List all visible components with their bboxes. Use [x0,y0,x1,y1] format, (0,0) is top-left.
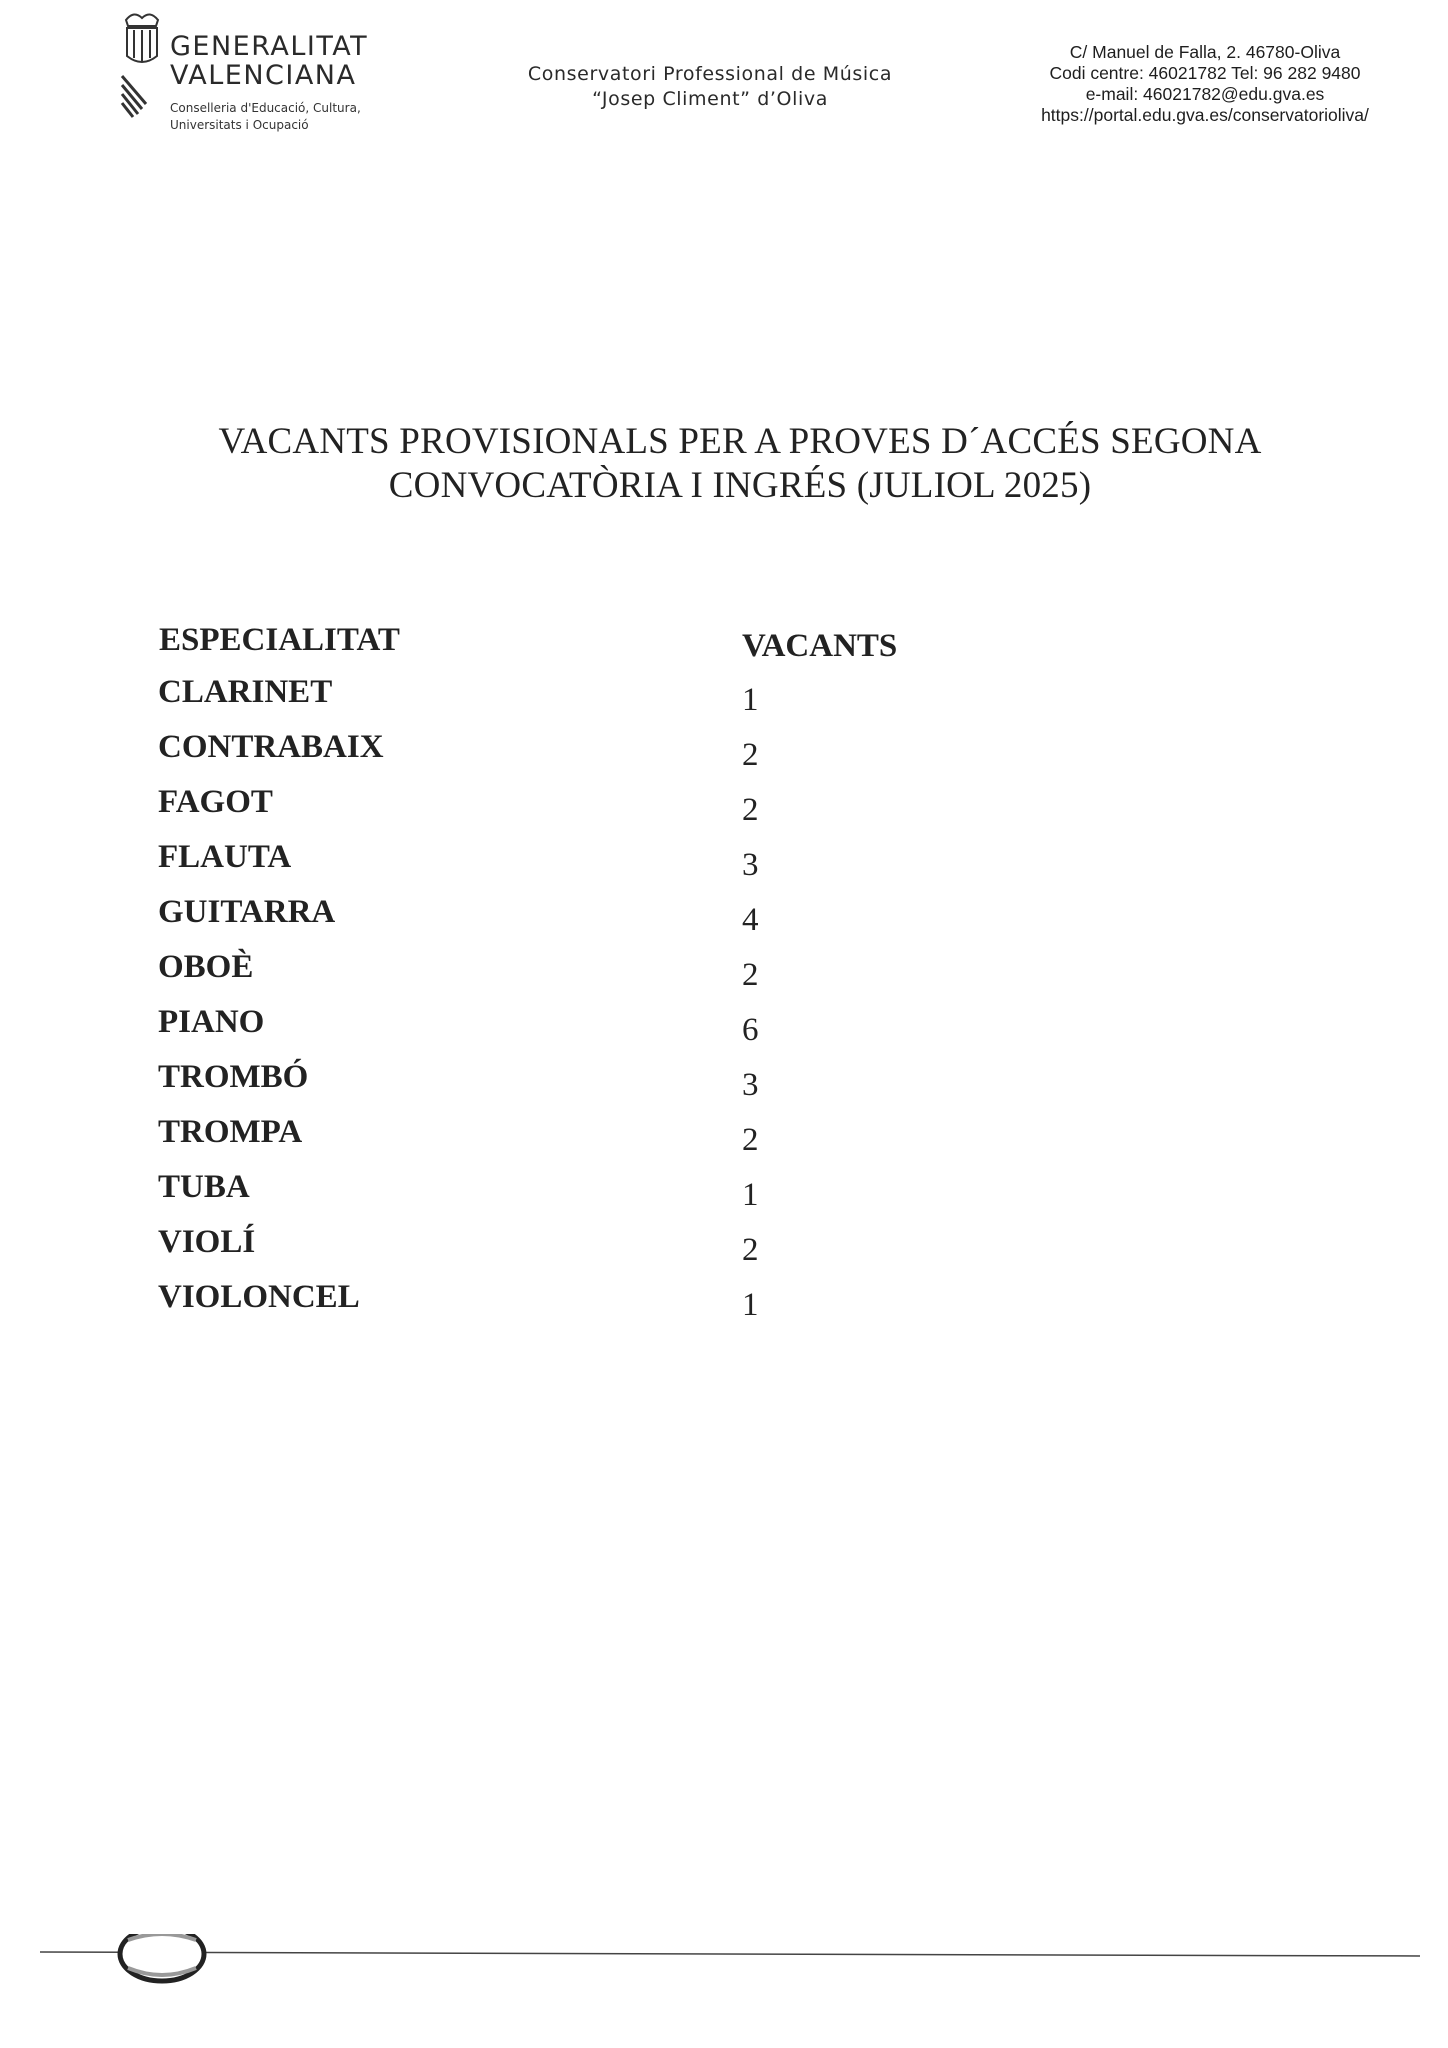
coat-of-arms-icon [118,6,168,126]
vacancy-count: 1 [742,1287,759,1323]
specialty-name: CONTRABAIX [158,729,384,765]
generalitat-logo [118,6,418,146]
vacancy-count: 2 [742,1232,759,1268]
vacancy-count: 2 [742,737,759,773]
header-vacancies: VACANTS [742,628,898,664]
vacancy-count: 3 [742,847,759,883]
specialty-name: GUITARRA [158,894,336,930]
table-row [0,729,1000,784]
title-line-1: VACANTS PROVISIONALS PER A PROVES D´ACCÉS SEGONA [218,421,1262,462]
footer-rule [40,1934,1420,1994]
institution-name [500,62,920,112]
table-row [0,784,1000,839]
logo-line-valenciana: VALENCIANA [170,60,357,91]
specialty-name: TUBA [158,1169,250,1205]
vacancy-count: 3 [742,1067,759,1103]
vacancy-count: 2 [742,1122,759,1158]
specialty-name: FLAUTA [158,839,292,875]
header-specialty: ESPECIALITAT [159,622,400,658]
contact-info [1010,42,1400,126]
table-row [0,1004,1000,1059]
institution-line-1: Conservatori Professional de Música [527,63,893,85]
specialty-name: TROMBÓ [158,1059,309,1095]
specialty-name: OBOÈ [158,949,254,985]
institution-line-2: “Josep Climent” d’Oliva [592,88,828,110]
specialty-name: PIANO [158,1004,265,1040]
table-row [0,1224,1000,1279]
table-row [0,1169,1000,1224]
table-row [0,894,1000,949]
vacancy-count: 2 [742,792,759,828]
specialty-name: FAGOT [158,784,273,820]
table-row [0,674,1000,729]
vacancy-count: 6 [742,1012,759,1048]
vacancy-count: 4 [742,902,759,938]
table-row [0,839,1000,894]
contact-address: C/ Manuel de Falla, 2. 46780-Oliva [1069,42,1341,62]
title-line-2: CONVOCATÒRIA I INGRÉS (JULIOL 2025) [388,465,1092,506]
table-row [0,1114,1000,1169]
document-title [120,420,1360,508]
footer-emblem-icon [120,1934,204,1981]
contact-email: e-mail: 46021782@edu.gva.es [1085,84,1325,104]
specialty-name: VIOLONCEL [158,1279,360,1315]
table-row [0,1279,1000,1334]
table-row [0,949,1000,1004]
logo-line-generalitat: GENERALITAT [170,31,369,62]
vacancy-count: 2 [742,957,759,993]
vacancy-count: 1 [742,1177,759,1213]
vacancy-count: 1 [742,682,759,718]
logo-subtitle-1: Conselleria d'Educació, Cultura, [170,101,361,115]
logo-subtitle-2: Universitats i Ocupació [170,118,309,132]
table-row [0,1059,1000,1114]
specialty-name: TROMPA [158,1114,303,1150]
contact-phone: Codi centre: 46021782 Tel: 96 282 9480 [1049,63,1361,83]
specialty-name: VIOLÍ [158,1224,256,1260]
contact-url: https://portal.edu.gva.es/conservatorioliva/ [1041,105,1369,125]
specialty-name: CLARINET [158,674,333,710]
